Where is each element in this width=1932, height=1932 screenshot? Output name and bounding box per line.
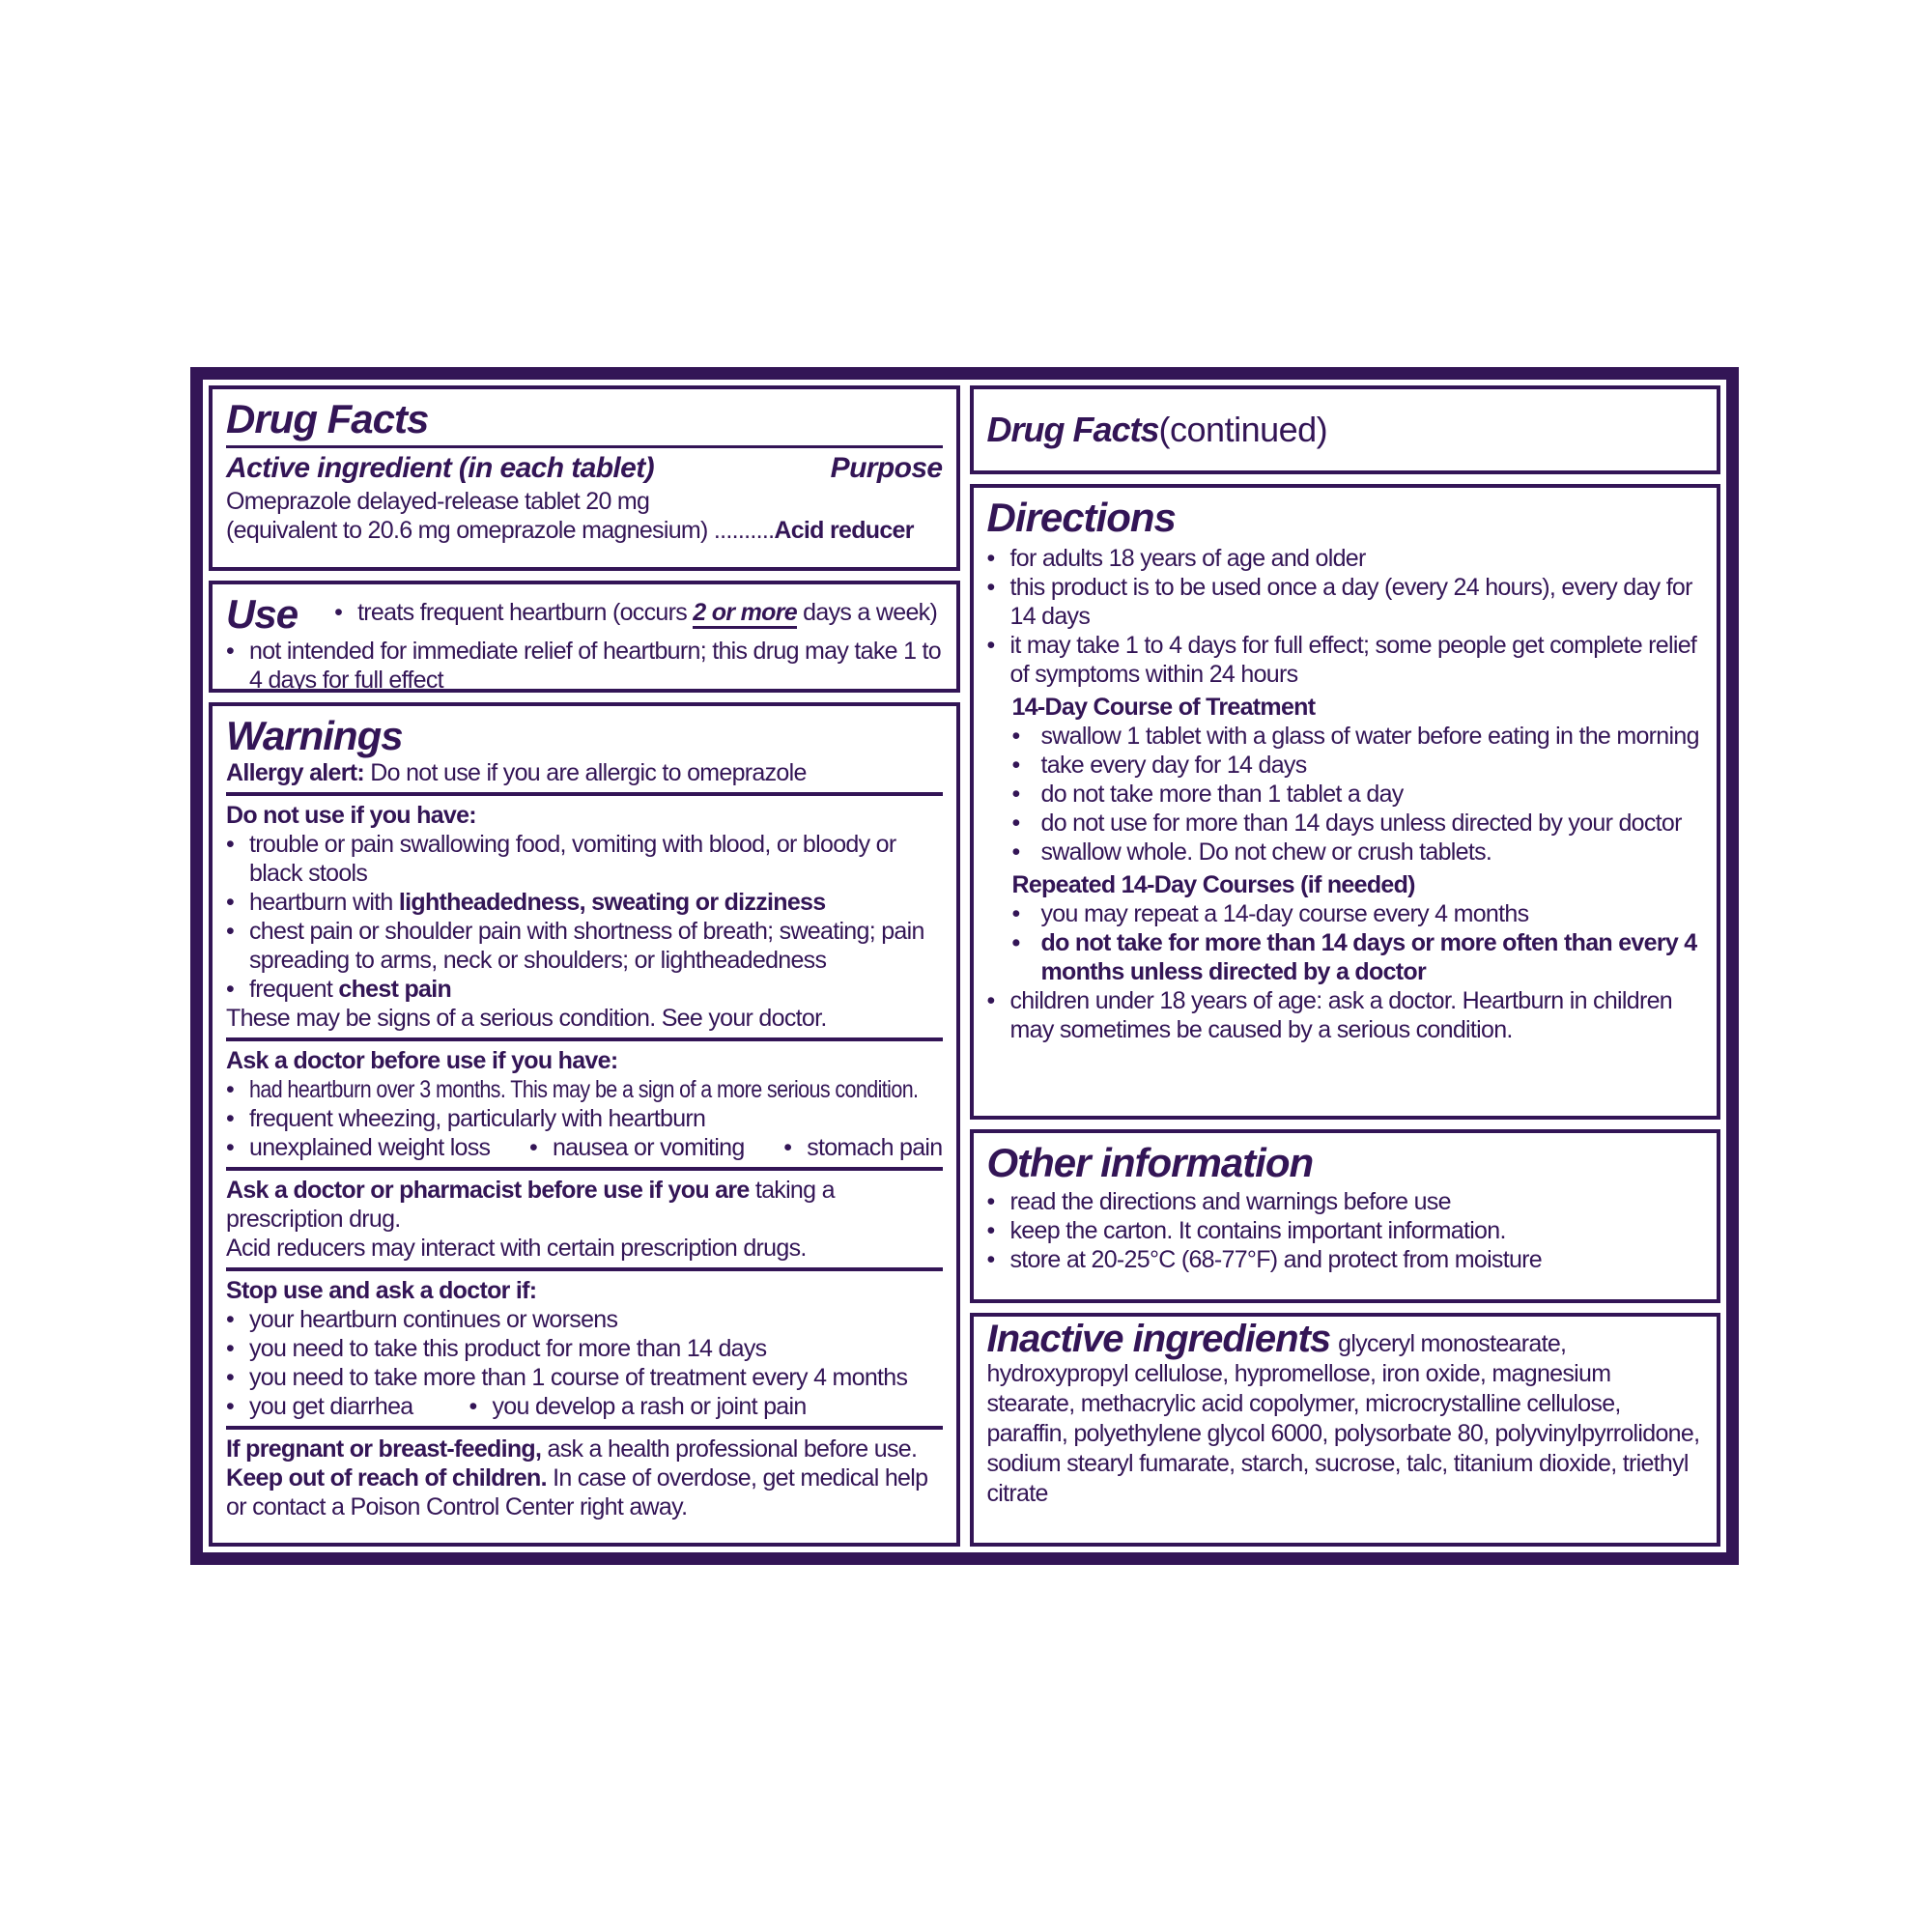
warning-b2-pre: heartburn with [249, 889, 399, 917]
warning-bullet [226, 1392, 412, 1421]
other-information-heading: Other information [986, 1140, 1314, 1185]
course-bullet [1012, 722, 1704, 751]
bullet-icon: • [986, 1246, 995, 1274]
other-info-bullet [987, 1245, 1704, 1274]
course-bullet-text: swallow 1 tablet with a glass of water before eating in the morning [1040, 723, 1699, 751]
course-bullet-text: do not take more than 1 tablet a day [1040, 781, 1404, 809]
bullet-icon: • [1011, 929, 1020, 957]
acid-reducer-interaction-note: Acid reducers may interact with certain prescription drugs. [226, 1235, 807, 1263]
warning-bullet [226, 1075, 943, 1104]
active-ingredient-heading-row [226, 450, 943, 487]
active-ingredient-box [209, 385, 960, 571]
warning-bullet [783, 1133, 942, 1162]
course-bullet-text: do not use for more than 14 days unless directed by your doctor [1040, 810, 1682, 838]
bullet-icon: • [226, 889, 235, 917]
bullet-icon: • [226, 918, 235, 946]
active-ingredient-heading: Active ingredient (in each tablet) [226, 452, 655, 485]
use-heading-row [226, 592, 943, 637]
warning-bullet-text: nausea or vomiting [552, 1134, 745, 1162]
warning-bullet-text: your heartburn continues or worsens [249, 1306, 618, 1334]
other-info-bullet-text: store at 20-25°C (68-77°F) and protect from moisture [1009, 1246, 1543, 1274]
warning-bullet [226, 1305, 943, 1334]
bullet-icon: • [226, 638, 235, 666]
bullet-icon: • [226, 1335, 235, 1363]
use-b1-emphasis: 2 or more [693, 599, 797, 629]
other-info-bullet [987, 1187, 1704, 1216]
warning-bullet-text: you develop a rash or joint pain [492, 1393, 807, 1421]
inactive-ingredients-paragraph [986, 1318, 1704, 1509]
continued-suffix: (continued) [1158, 410, 1328, 449]
continued-title: Drug Facts [986, 410, 1159, 449]
other-information-box [970, 1129, 1721, 1303]
warning-bullet [226, 888, 943, 917]
bullet-icon: • [986, 1188, 995, 1216]
pregnant-bold: If pregnant or breast-feeding, [226, 1435, 542, 1463]
pharmacist-bold: Ask a doctor or pharmacist before use if you are [226, 1177, 750, 1205]
warnings-divider [226, 1267, 943, 1271]
purpose-value: Acid reducer [774, 516, 914, 544]
bullet-icon: • [1011, 900, 1020, 928]
directions-bullet [987, 573, 1704, 631]
repeat-bullet-text: you may repeat a 14-day course every 4 months [1040, 900, 1529, 928]
bullet-icon: • [226, 976, 235, 1004]
other-info-bullet [987, 1216, 1704, 1245]
bullet-icon: • [1011, 752, 1020, 780]
course-bullet-text: swallow whole. Do not chew or crush tablets. [1040, 838, 1492, 867]
course-bullet [1012, 838, 1704, 867]
warning-bullet-text: you get diarrhea [249, 1393, 413, 1421]
serious-condition-note: These may be signs of a serious condition. See your doctor. [226, 1005, 827, 1033]
directions-bullet-text: children under 18 years of age: ask a doctor. Heartburn in children may sometimes be caused by a serious condition. [1009, 987, 1672, 1044]
stop-use-heading: Stop use and ask a doctor if: [226, 1277, 537, 1305]
bullet-icon: • [986, 987, 995, 1015]
use-bullet-2 [226, 637, 943, 695]
warning-bullet [226, 830, 943, 888]
other-info-bullet-text: keep the carton. It contains important information. [1009, 1217, 1506, 1245]
course-bullet [1012, 809, 1704, 838]
inactive-ingredients-box [970, 1313, 1721, 1547]
allergy-alert-line [226, 758, 943, 787]
warning-b2-bold: lightheadedness, sweating or dizziness [398, 889, 826, 917]
bullet-icon: • [783, 1134, 792, 1162]
repeat-bullet-text: do not take for more than 14 days or more often than every 4 months unless directed by a doctor [1040, 929, 1697, 986]
allergy-alert-text: Do not use if you are allergic to omeprazole [364, 759, 807, 787]
leader-dots: .......... [713, 516, 775, 544]
pharmacist-line [226, 1176, 943, 1234]
bullet-icon: • [528, 1134, 538, 1162]
directions-bullet [987, 631, 1704, 689]
warnings-divider [226, 1037, 943, 1041]
active-ingredient-line2 [226, 516, 943, 545]
warning-bullet-text: unexplained weight loss [249, 1134, 491, 1162]
bullet-icon: • [226, 1076, 235, 1104]
drug-facts-label [190, 367, 1739, 1565]
directions-heading: Directions [986, 495, 1176, 540]
bullet-icon: • [334, 599, 343, 626]
repeat-bullet [1012, 899, 1704, 928]
pharmacist-rest: taking a prescription drug. [226, 1177, 835, 1234]
continued-header-box [970, 385, 1721, 474]
directions-bullet [987, 986, 1704, 1044]
warning-bullet-text: you need to take this product for more than 14 days [249, 1335, 767, 1363]
bullet-icon: • [226, 1364, 235, 1392]
keep-out-bold: Keep out of reach of children. [226, 1464, 547, 1492]
keep-out-of-reach-line [226, 1463, 943, 1521]
inline-stop-use-bullets [226, 1392, 943, 1421]
pregnant-line [226, 1435, 943, 1463]
bullet-icon: • [1011, 838, 1020, 867]
drug-facts-title: Drug Facts [226, 396, 429, 441]
do-not-use-heading: Do not use if you have: [226, 802, 476, 830]
heartburn-3-months-text: had heartburn over 3 months. This may be a sign of a more serious condition. [249, 1076, 919, 1104]
warning-bullet [226, 1363, 943, 1392]
course-bullet [1012, 780, 1704, 809]
directions-bullet-text: this product is to be used once a day (every 24 hours), every day for 14 days [1009, 574, 1692, 631]
ask-doctor-heading: Ask a doctor before use if you have: [226, 1047, 618, 1075]
bullet-icon: • [226, 1134, 235, 1162]
directions-box [970, 484, 1721, 1120]
use-b1-pre: treats frequent heartburn (occurs [357, 599, 694, 626]
warnings-box [209, 702, 960, 1547]
active-ingredient-line1: Omeprazole delayed-release tablet 20 mg [226, 487, 650, 515]
other-info-bullet-text: read the directions and warnings before use [1009, 1188, 1451, 1216]
bullet-icon: • [1011, 781, 1020, 809]
bullet-icon: • [986, 574, 995, 602]
warning-bullet [469, 1392, 806, 1421]
allergy-alert-label: Allergy alert: [226, 759, 365, 787]
use-box [209, 581, 960, 693]
title-divider [226, 445, 943, 448]
warning-bullet [529, 1133, 745, 1162]
bullet-icon: • [226, 831, 235, 859]
warnings-divider [226, 1167, 943, 1171]
warning-bullet [226, 917, 943, 975]
warning-bullet-text [249, 975, 943, 1004]
warning-bullet [226, 1133, 490, 1162]
directions-bullet-text: it may take 1 to 4 days for full effect; some people get complete relief of symptoms within 24 hours [1009, 632, 1697, 689]
warning-bullet-text [249, 888, 943, 917]
course-bullet-text: take every day for 14 days [1040, 752, 1307, 780]
right-column [970, 385, 1721, 1547]
inactive-ingredients-list: glyceryl monostearate, hydroxypropyl cellulose, hypromellose, iron oxide, magnesium stearate, methacrylic acid copolymer, microcrystalline cellulose, paraffin, polyethylene glycol 6000, polysorbate 80, polyvinylpyrrolidone, sodium stearyl fumarate, starch, sucrose, talc, titanium dioxide, triethyl citrate [986, 1330, 1700, 1507]
use-bullet-1-text [357, 598, 942, 627]
left-column [209, 385, 960, 1547]
bullet-icon: • [986, 545, 995, 573]
use-heading: Use [226, 591, 298, 637]
warning-bullet-text: frequent wheezing, particularly with heartburn [249, 1105, 706, 1133]
bullet-icon: • [1011, 810, 1020, 838]
warning-bullet [226, 1334, 943, 1363]
warning-bullet-text: you need to take more than 1 course of treatment every 4 months [249, 1364, 908, 1392]
pregnant-rest: ask a health professional before use. [541, 1435, 918, 1463]
bullet-icon: • [469, 1393, 477, 1421]
directions-bullet-text: for adults 18 years of age and older [1009, 545, 1366, 573]
use-bullet-2-text: not intended for immediate relief of heartburn; this drug may take 1 to 4 days for full effect [249, 638, 941, 695]
bullet-icon: • [1011, 723, 1020, 751]
inline-symptom-bullets [226, 1133, 943, 1162]
warnings-divider [226, 792, 943, 796]
warning-bullet-text [249, 1075, 943, 1104]
warning-bullet [226, 975, 943, 1004]
bullet-icon: • [226, 1393, 235, 1421]
repeat-bullet [1012, 928, 1704, 986]
course-bullet [1012, 751, 1704, 780]
bullet-icon: • [226, 1105, 235, 1133]
warning-b4-bold: chest pain [338, 976, 452, 1004]
bullet-icon: • [986, 632, 995, 660]
use-bullet-1 [334, 598, 942, 627]
warnings-divider [226, 1426, 943, 1430]
purpose-heading: Purpose [830, 452, 943, 485]
warnings-heading: Warnings [226, 713, 403, 758]
course-of-treatment-heading: 14-Day Course of Treatment [1011, 694, 1316, 722]
use-b1-post: days a week) [796, 599, 938, 626]
warning-bullet-text: trouble or pain swallowing food, vomiting with blood, or bloody or black stools [249, 831, 896, 888]
bullet-icon: • [986, 1217, 995, 1245]
directions-bullet [987, 544, 1704, 573]
warning-bullet-text: chest pain or shoulder pain with shortness of breath; sweating; pain spreading to arms, neck or shoulders; or lightheadedness [249, 918, 924, 975]
warning-bullet [226, 1104, 943, 1133]
warning-b4-pre: frequent [249, 976, 339, 1004]
bullet-icon: • [226, 1306, 235, 1334]
keep-out-rest: In case of overdose, get medical help or contact a Poison Control Center right away. [226, 1464, 928, 1521]
warning-bullet-text: stomach pain [807, 1134, 943, 1162]
repeated-courses-heading: Repeated 14-Day Courses (if needed) [1011, 871, 1415, 899]
inactive-ingredients-heading: Inactive ingredients [986, 1318, 1331, 1360]
equivalent-text: (equivalent to 20.6 mg omeprazole magnesium) [226, 516, 714, 544]
